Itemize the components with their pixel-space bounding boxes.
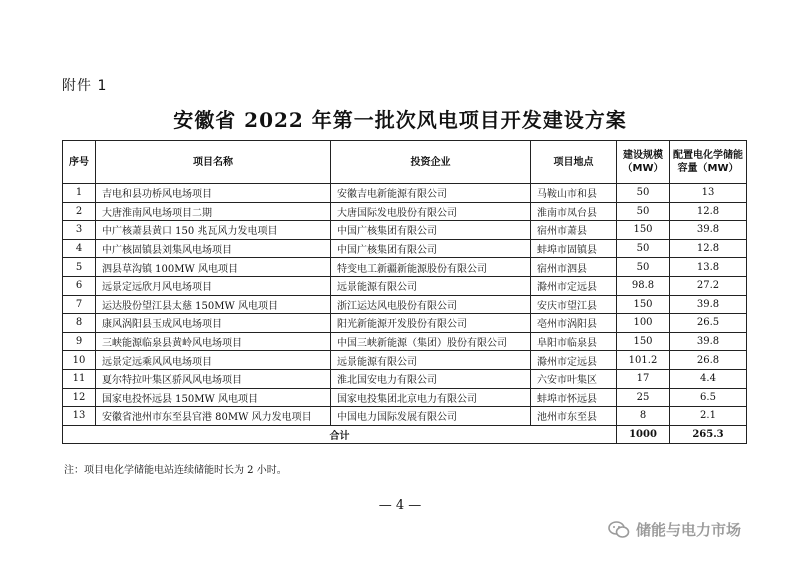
cell-location: 安庆市望江县 [531, 295, 617, 314]
total-storage: 265.3 [670, 425, 747, 444]
header-location: 项目地点 [531, 141, 617, 184]
cell-location: 马鞍山市和县 [531, 184, 617, 203]
cell-investor: 大唐国际发电股份有限公司 [331, 202, 531, 221]
cell-investor: 淮北国安电力有限公司 [331, 369, 531, 388]
cell-project-name: 大唐淮南风电场项目二期 [96, 202, 331, 221]
cell-seq: 5 [63, 258, 96, 277]
cell-investor: 远景能源有限公司 [331, 351, 531, 370]
total-scale: 1000 [617, 425, 670, 444]
table-row [63, 221, 747, 240]
document-title: 安徽省 2022 年第一批次风电项目开发建设方案 [173, 108, 627, 132]
header-scale: 建设规模（MW） [617, 141, 670, 184]
cell-location: 宿州市泗县 [531, 258, 617, 277]
cell-storage: 26.5 [670, 314, 747, 333]
cell-project-name: 运达股份望江县太慈 150MW 风电项目 [96, 295, 331, 314]
cell-seq: 8 [63, 314, 96, 333]
cell-project-name: 夏尔特拉叶集区骄风风电场项目 [96, 369, 331, 388]
cell-scale: 25 [617, 388, 670, 407]
table-row [63, 295, 747, 314]
cell-scale: 150 [617, 221, 670, 240]
cell-investor: 浙江运达风电股份有限公司 [331, 295, 531, 314]
cell-project-name: 中广核固镇县刘集风电场项目 [96, 239, 331, 258]
cell-location: 亳州市涡阳县 [531, 314, 617, 333]
cell-investor: 阳光新能源开发股份有限公司 [331, 314, 531, 333]
cell-seq: 1 [63, 184, 96, 203]
cell-investor: 远景能源有限公司 [331, 276, 531, 295]
watermark-text: 储能与电力市场 [636, 521, 742, 539]
cell-investor: 中国广核集团有限公司 [331, 221, 531, 240]
header-seq: 序号 [63, 141, 96, 184]
project-table [62, 140, 747, 444]
table-row [63, 351, 747, 370]
table-row [63, 388, 747, 407]
cell-location: 蚌埠市固镇县 [531, 239, 617, 258]
attachment-label: 附件 1 [62, 78, 108, 94]
cell-location: 滁州市定远县 [531, 351, 617, 370]
cell-project-name: 吉电和县功桥风电场项目 [96, 184, 331, 203]
page-number: — 4 — [378, 498, 422, 513]
cell-project-name: 国家电投怀远县 150MW 风电项目 [96, 388, 331, 407]
table-header-row [63, 141, 747, 184]
table-row [63, 314, 747, 333]
cell-storage: 13 [670, 184, 747, 203]
cell-scale: 101.2 [617, 351, 670, 370]
wechat-icon [608, 521, 630, 539]
cell-scale: 100 [617, 314, 670, 333]
cell-storage: 4.4 [670, 369, 747, 388]
cell-investor: 安徽吉电新能源有限公司 [331, 184, 531, 203]
table-row [63, 258, 747, 277]
cell-storage: 39.8 [670, 332, 747, 351]
cell-seq: 3 [63, 221, 96, 240]
cell-investor: 中国电力国际发展有限公司 [331, 407, 531, 426]
cell-seq: 12 [63, 388, 96, 407]
cell-location: 阜阳市临泉县 [531, 332, 617, 351]
cell-location: 池州市东至县 [531, 407, 617, 426]
cell-storage: 2.1 [670, 407, 747, 426]
cell-project-name: 三峡能源临泉县黄岭风电场项目 [96, 332, 331, 351]
cell-location: 宿州市萧县 [531, 221, 617, 240]
total-label: 合计 [63, 425, 617, 444]
cell-location: 淮南市凤台县 [531, 202, 617, 221]
cell-storage: 26.8 [670, 351, 747, 370]
table-row [63, 202, 747, 221]
cell-scale: 50 [617, 258, 670, 277]
cell-scale: 50 [617, 239, 670, 258]
cell-storage: 39.8 [670, 221, 747, 240]
cell-scale: 50 [617, 202, 670, 221]
footnote: 注：项目电化学储能电站连续储能时长为 2 小时。 [64, 465, 287, 476]
header-investor: 投资企业 [331, 141, 531, 184]
cell-project-name: 安徽省池州市东至县官港 80MW 风力发电项目 [96, 407, 331, 426]
cell-project-name: 远景定远乘风风电场项目 [96, 351, 331, 370]
table-row [63, 276, 747, 295]
cell-storage: 12.8 [670, 202, 747, 221]
table-row [63, 369, 747, 388]
cell-seq: 7 [63, 295, 96, 314]
cell-scale: 150 [617, 332, 670, 351]
cell-scale: 17 [617, 369, 670, 388]
cell-storage: 13.8 [670, 258, 747, 277]
watermark [608, 519, 741, 540]
cell-seq: 13 [63, 407, 96, 426]
cell-project-name: 康风涡阳县玉成风电场项目 [96, 314, 331, 333]
cell-investor: 中国三峡新能源（集团）股份有限公司 [331, 332, 531, 351]
cell-seq: 6 [63, 276, 96, 295]
cell-project-name: 泗县草沟镇 100MW 风电项目 [96, 258, 331, 277]
cell-scale: 8 [617, 407, 670, 426]
cell-storage: 6.5 [670, 388, 747, 407]
cell-seq: 2 [63, 202, 96, 221]
table-total-row [63, 425, 747, 444]
cell-storage: 12.8 [670, 239, 747, 258]
cell-investor: 国家电投集团北京电力有限公司 [331, 388, 531, 407]
cell-scale: 150 [617, 295, 670, 314]
cell-location: 蚌埠市怀远县 [531, 388, 617, 407]
table-row [63, 184, 747, 203]
cell-storage: 39.8 [670, 295, 747, 314]
cell-project-name: 中广核萧县黄口 150 兆瓦风力发电项目 [96, 221, 331, 240]
header-storage: 配置电化学储能容量（MW） [670, 141, 747, 184]
header-name: 项目名称 [96, 141, 331, 184]
cell-investor: 中国广核集团有限公司 [331, 239, 531, 258]
table-row [63, 332, 747, 351]
cell-seq: 10 [63, 351, 96, 370]
cell-scale: 50 [617, 184, 670, 203]
cell-project-name: 远景定远欣月风电场项目 [96, 276, 331, 295]
cell-location: 滁州市定远县 [531, 276, 617, 295]
cell-seq: 11 [63, 369, 96, 388]
table-row [63, 407, 747, 426]
cell-seq: 9 [63, 332, 96, 351]
table-row [63, 239, 747, 258]
cell-scale: 98.8 [617, 276, 670, 295]
cell-seq: 4 [63, 239, 96, 258]
cell-storage: 27.2 [670, 276, 747, 295]
cell-investor: 特变电工新疆新能源股份有限公司 [331, 258, 531, 277]
cell-location: 六安市叶集区 [531, 369, 617, 388]
